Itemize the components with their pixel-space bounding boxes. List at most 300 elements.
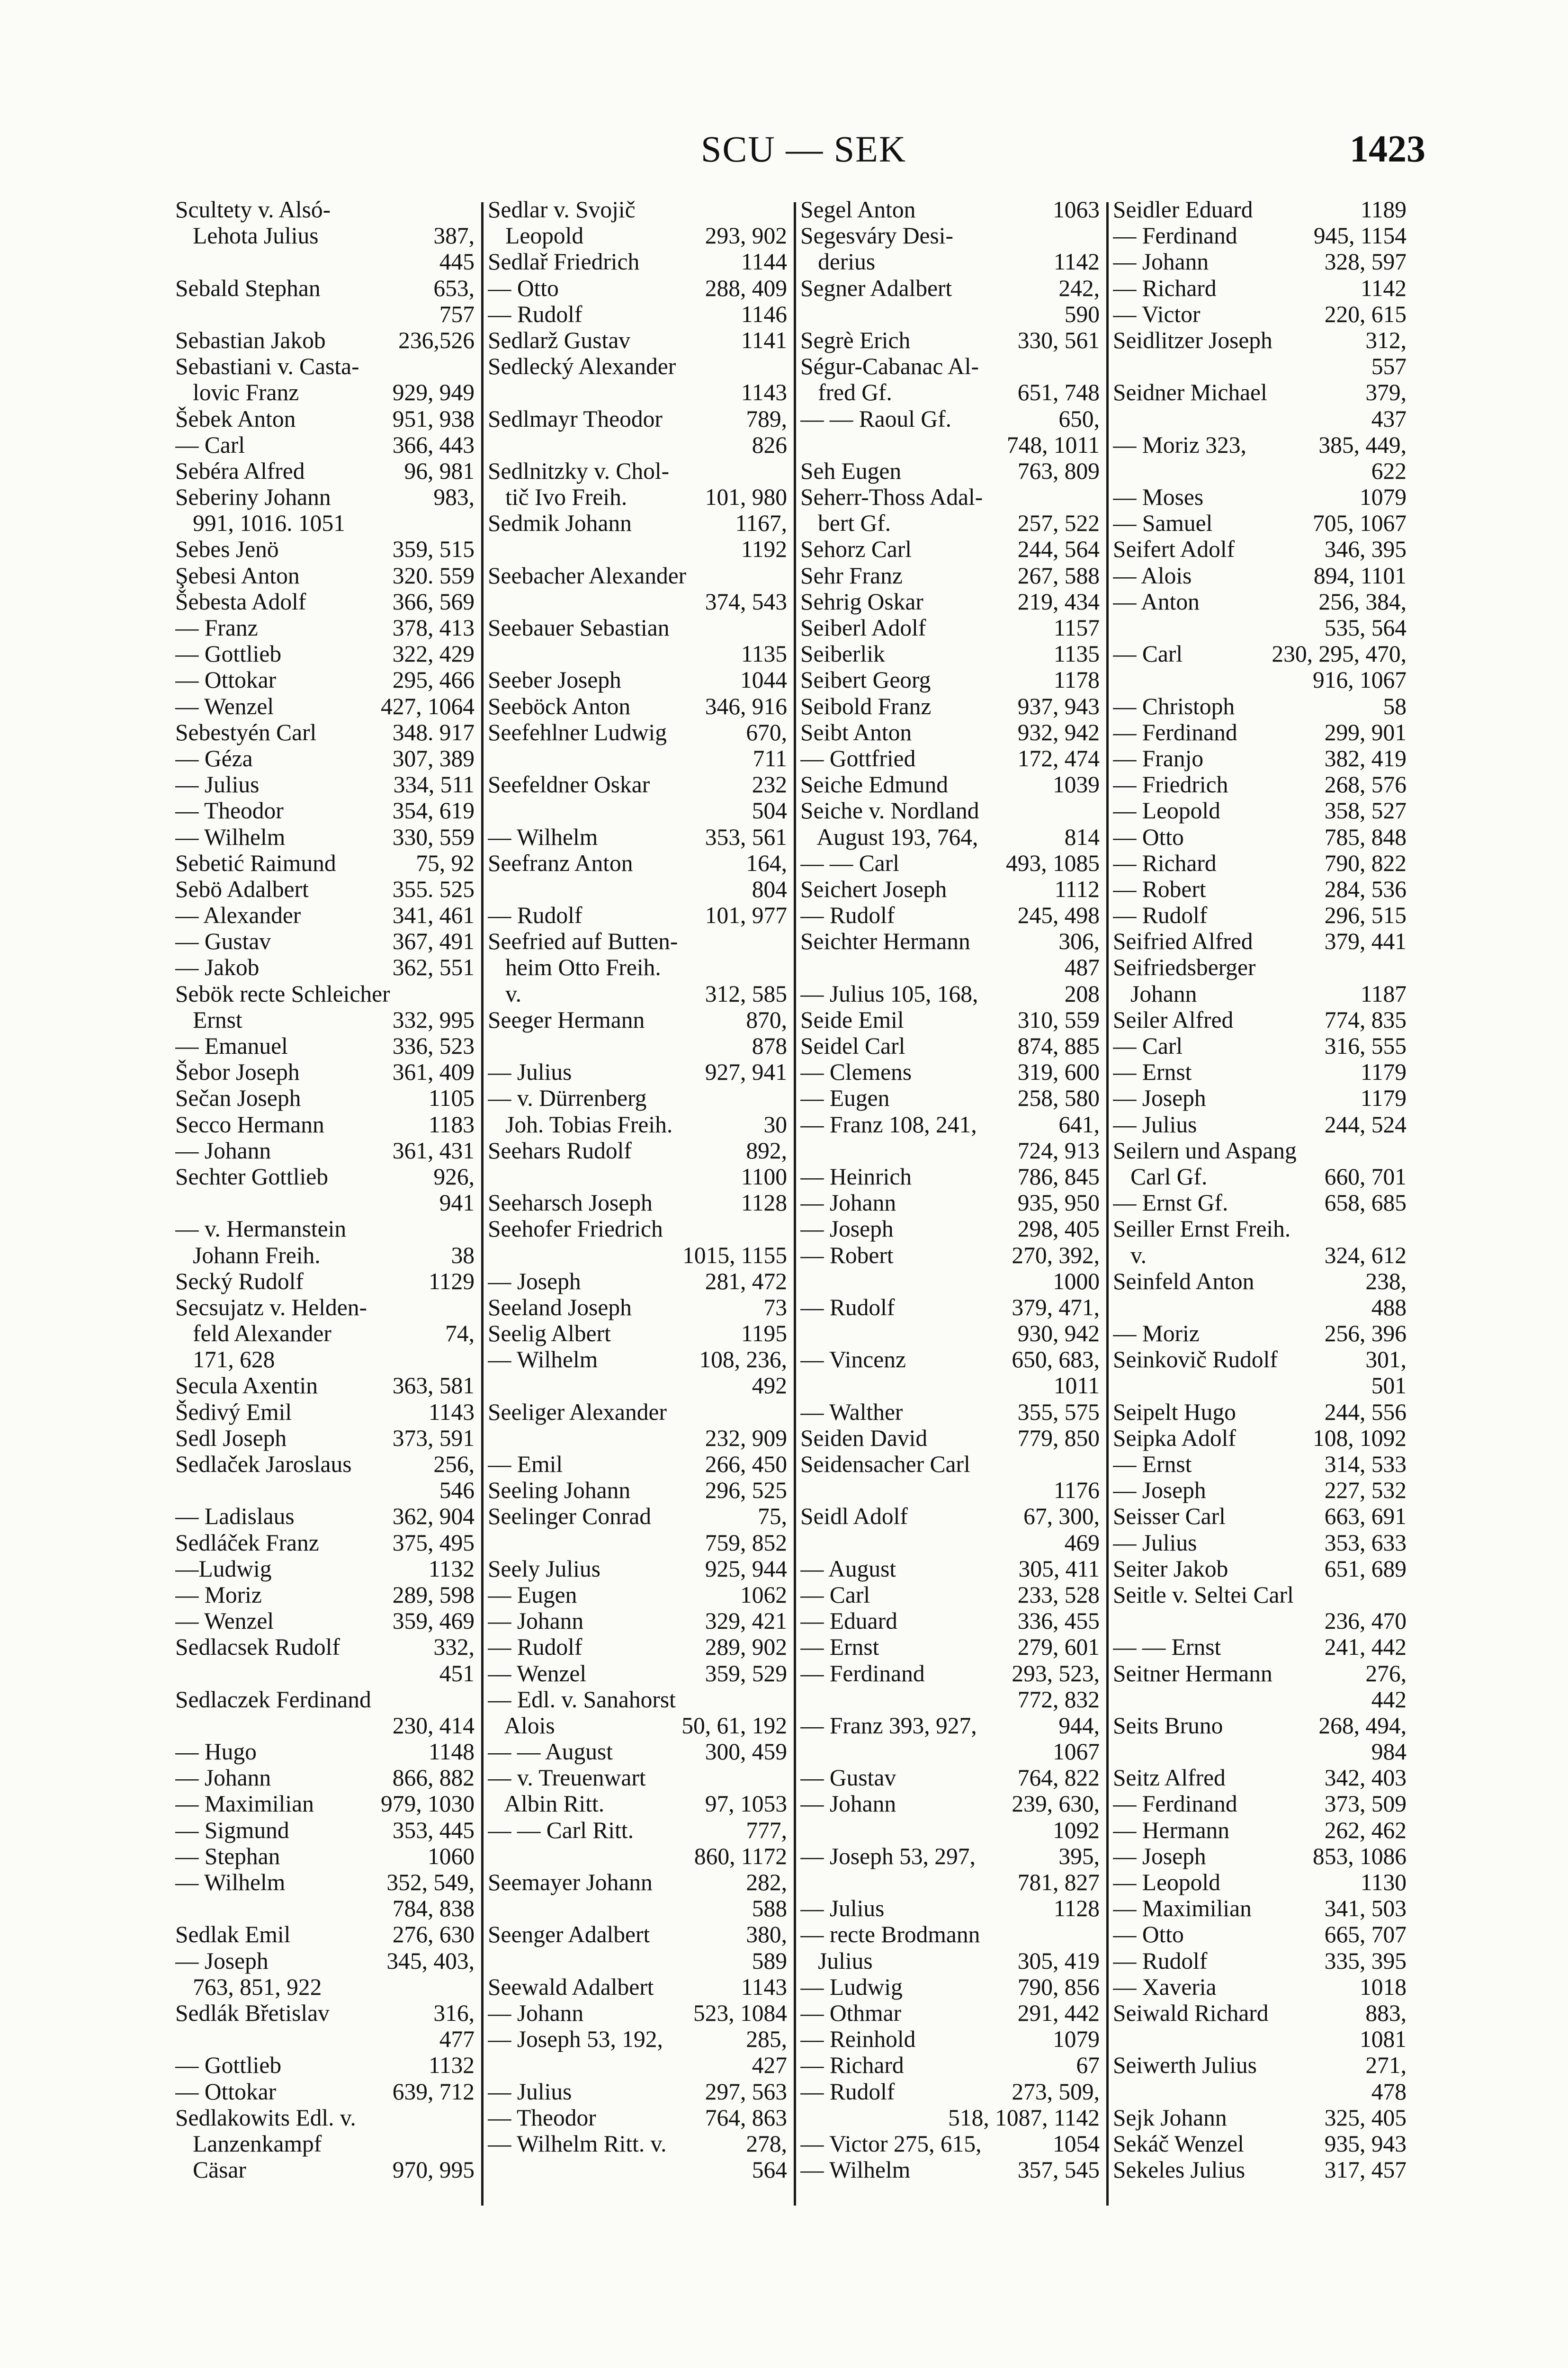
index-entry [488,954,787,980]
entry-pages: 639, 712 [392,2078,475,2105]
entry-name: Šebor Joseph [175,1059,300,1085]
index-entry [175,1320,475,1346]
entry-name: Seiberlik [800,641,885,667]
entry-pages: 295, 466 [392,667,475,693]
entry-pages: 75, 92 [416,850,475,876]
entry-name: 991, 1016. 1051 [175,510,345,537]
entry-pages: 557 [1371,353,1407,380]
index-entry [1113,223,1407,249]
entry-name: Sedl Joseph [175,1425,287,1451]
index-entry [1113,1556,1407,1582]
entry-pages: 883, [1365,2000,1407,2026]
index-entry [800,249,1100,275]
entry-name: — Johann [800,1791,896,1817]
index-entry [175,1974,475,2000]
entry-name: Seibert Georg [800,667,931,693]
entry-pages: 874, 885 [1017,1033,1100,1059]
index-entry [1113,458,1407,484]
entry-pages: 493, 1085 [1006,850,1100,876]
index-entry [1113,275,1407,301]
index-entry [1113,406,1407,432]
index-entry [175,589,475,615]
entry-name: — Ferdinand [1113,1791,1237,1817]
entry-name: Sehr Franz [800,562,903,589]
entry-name: Seeböck Anton [488,693,631,719]
entry-name: Seinkovič Rudolf [1113,1346,1278,1373]
entry-name: Scultety v. Alsó- [175,197,331,223]
index-entry [175,954,475,980]
entry-pages: 238, [1365,1268,1407,1294]
entry-name: Seitz Alfred [1113,1765,1226,1791]
entry-name: Seidler Eduard [1113,197,1253,223]
entry-name: — Julius [1113,1111,1197,1138]
entry-pages: 1135 [741,641,787,667]
entry-name: — Wilhelm Ritt. v. [488,2130,667,2157]
entry-pages: 488 [1371,1294,1407,1320]
entry-pages: 330, 559 [392,824,475,850]
entry-pages: 930, 942 [1017,1320,1100,1347]
entry-pages: 501 [1371,1372,1407,1399]
entry-name: — Ernst [800,1634,879,1660]
entry-pages: 979, 1030 [381,1791,475,1817]
entry-pages: 1192 [741,536,787,563]
entry-pages: 30 [763,1111,787,1138]
entry-pages: 1143 [428,1399,475,1425]
index-entry [800,458,1100,484]
entry-pages: 1141 [741,327,787,353]
index-columns [175,197,1407,2214]
entry-name: — — August [488,1739,613,1765]
index-entry [488,2000,787,2026]
entry-name: Secco Hermann [175,1111,324,1138]
entry-pages: 784, 838 [392,1895,475,1922]
running-title: SCU — SEK [701,128,907,170]
entry-name: — Ottokar [175,2078,277,2105]
index-entry [1113,1817,1407,1843]
entry-name: Sejk Johann [1113,2104,1227,2131]
index-entry [175,719,475,745]
entry-name: Secsujatz v. Helden- [175,1294,367,1320]
entry-name: Seifried Alfred [1113,928,1253,955]
entry-pages: 1144 [741,249,787,275]
entry-name: Seitner Hermann [1113,1660,1272,1686]
index-entry [800,1085,1100,1111]
entry-pages: 781, 827 [1017,1869,1100,1895]
index-entry [800,484,1100,510]
entry-pages: 1128 [1053,1895,1100,1922]
entry-pages: 316, 555 [1324,1033,1407,1059]
entry-name: — Moriz 323, [1113,431,1246,458]
entry-pages: 442 [1371,1686,1407,1713]
index-entry [1113,876,1407,902]
entry-pages: 1157 [1053,615,1100,641]
entry-name: Seelinger Conrad [488,1503,652,1530]
index-entry [800,1294,1100,1320]
index-entry [175,353,475,379]
entry-pages: 478 [1371,2078,1407,2105]
entry-pages: 97, 1053 [705,1791,787,1817]
entry-name: derius [800,249,876,275]
index-entry [488,1346,787,1372]
index-entry [800,510,1100,536]
entry-pages: 1039 [1053,771,1100,798]
index-entry [800,2052,1100,2078]
entry-pages: 357, 545 [1017,2157,1100,2183]
entry-name: — Theodor [175,798,284,824]
entry-pages: 984 [1371,1739,1407,1765]
index-entry [488,1582,787,1608]
entry-pages: 208 [1064,980,1100,1007]
entry-name: Seiter Jakob [1113,1555,1228,1582]
index-entry [800,432,1100,458]
index-entry [175,2079,475,2105]
index-entry [800,981,1100,1007]
index-entry [1113,327,1407,353]
entry-name: Seefehlner Ludwig [488,719,667,745]
entry-name: — Emil [488,1451,563,1477]
index-entry [488,981,787,1007]
index-entry [488,1713,787,1739]
index-entry [1113,1869,1407,1895]
index-entry [800,1791,1100,1817]
index-entry [1113,667,1407,693]
index-entry [800,745,1100,771]
entry-pages: 296, 515 [1324,902,1407,929]
index-entry [175,1372,475,1399]
index-entry [488,615,787,641]
index-entry [800,1112,1100,1138]
entry-name: — Ferdinand [1113,223,1237,249]
index-entry [175,1921,475,1947]
entry-pages: 546 [439,1477,475,1504]
index-entry [488,1216,787,1242]
index-entry [175,641,475,667]
entry-pages: 373, 591 [392,1425,475,1451]
entry-pages: 622 [1371,457,1407,484]
entry-name: — Anton [1113,588,1200,615]
entry-pages: 366, 569 [392,588,475,615]
index-entry [1113,1948,1407,1974]
index-entry [1113,1895,1407,1921]
entry-name: — Julius [488,2078,572,2105]
entry-pages: 477 [439,2026,475,2053]
index-column-2 [488,197,787,2214]
entry-pages: 289, 902 [705,1634,787,1660]
index-entry [1113,1713,1407,1739]
entry-name: Seidl Adolf [800,1503,908,1530]
entry-name: Sebéra Alfred [175,457,305,484]
entry-name: Seibt Anton [800,719,912,745]
entry-pages: 256, 396 [1324,1320,1407,1347]
index-entry [175,1242,475,1268]
entry-name: v. [488,980,522,1007]
index-entry [175,1190,475,1216]
entry-name: — Robert [800,1242,894,1268]
index-entry [175,327,475,353]
index-entry [800,1686,1100,1713]
entry-name: Joh. Tobias Freih. [488,1111,673,1138]
index-entry [488,693,787,719]
entry-name: Sebestyén Carl [175,719,317,745]
entry-name: Seeling Johann [488,1477,631,1504]
entry-pages: 278, [746,2130,787,2157]
entry-pages: 273, 509, [1012,2078,1100,2105]
index-entry [175,1112,475,1138]
entry-pages: 518, 1087, 1142 [948,2104,1100,2131]
entry-pages: 1189 [1360,197,1407,223]
entry-pages: 324, 612 [1324,1242,1407,1268]
index-entry [175,1138,475,1164]
index-entry [488,1242,787,1268]
index-entry [1113,2157,1407,2183]
entry-pages: 332, [433,1634,475,1660]
index-entry [175,693,475,719]
entry-name: — Jakob [175,954,260,981]
entry-name: — Moriz [175,1581,262,1608]
entry-pages: 929, 949 [392,379,475,406]
index-entry [175,798,475,824]
index-entry [488,1948,787,1974]
entry-name: — — Carl [800,850,899,876]
entry-pages: 1100 [741,1163,787,1190]
entry-pages: 363, 581 [392,1372,475,1399]
entry-name: Seehars Rudolf [488,1137,632,1164]
index-entry [488,432,787,458]
entry-name: Seiden David [800,1425,928,1451]
entry-pages: 379, 441 [1324,928,1407,955]
index-entry [488,1843,787,1869]
entry-pages: 589 [752,1947,787,1974]
index-entry [488,1451,787,1477]
entry-name: — Ladislaus [175,1503,295,1530]
entry-pages: 894, 1101 [1313,562,1407,589]
entry-name: — Heinrich [800,1163,912,1190]
entry-pages: 777, [746,1817,787,1843]
entry-pages: 341, 503 [1324,1895,1407,1922]
entry-pages: 359, 515 [392,536,475,563]
entry-pages: 724, 913 [1017,1137,1100,1164]
index-entry [1113,1346,1407,1372]
entry-name: — Julius [1113,1529,1197,1556]
index-entry [1113,1007,1407,1033]
entry-name: Seiller Ernst Freih. [1113,1216,1291,1242]
index-entry [800,902,1100,928]
entry-name: — Sigmund [175,1817,289,1843]
entry-name: Alois [488,1712,555,1739]
entry-pages: 266, 450 [705,1451,787,1477]
entry-name: Sekáč Wenzel [1113,2130,1244,2157]
entry-pages: 328, 597 [1324,249,1407,275]
index-entry [175,2157,475,2183]
index-entry [1113,1425,1407,1451]
index-entry [1113,693,1407,719]
index-entry [800,197,1100,223]
entry-pages: 316, [433,2000,475,2026]
entry-pages: 67, 300, [1023,1503,1100,1530]
entry-pages: 892, [746,1137,787,1164]
index-entry [800,615,1100,641]
entry-name: — Maximilian [175,1791,314,1817]
entry-name: — Otto [488,275,559,301]
entry-name: —Ludwig [175,1555,272,1582]
index-entry [1113,1660,1407,1686]
entry-pages: 1011 [1053,1372,1100,1399]
entry-name: — Johann [488,1608,584,1634]
entry-pages: 866, 882 [392,1765,475,1791]
index-entry [488,1869,787,1895]
entry-pages: 935, 943 [1324,2130,1407,2157]
index-entry [800,2105,1100,2131]
index-entry [800,693,1100,719]
index-entry [175,928,475,954]
entry-name: Seiwerth Julius [1113,2052,1257,2079]
index-entry [488,1372,787,1399]
index-entry [488,1556,787,1582]
entry-name: — Joseph 53, 192, [488,2026,663,2053]
entry-name: — Wilhelm [175,824,286,850]
entry-pages: 878 [752,1033,787,1059]
index-entry [488,353,787,379]
entry-pages: 312, [1365,327,1407,353]
entry-name: — Vincenz [800,1346,906,1373]
index-entry [175,1895,475,1921]
entry-name: — Joseph [488,1268,581,1294]
entry-pages: 244, 556 [1324,1399,1407,1425]
index-entry [1113,981,1407,1007]
entry-pages: 298, 405 [1017,1216,1100,1242]
index-entry [800,876,1100,902]
index-entry [1113,589,1407,615]
index-entry [175,275,475,301]
index-entry [488,771,787,798]
entry-pages: 1135 [1053,641,1100,667]
entry-pages: 279, 601 [1017,1634,1100,1660]
index-entry [800,1268,1100,1294]
entry-pages: 268, 494, [1318,1712,1407,1739]
entry-name: Sedlacsek Rudolf [175,1634,340,1660]
entry-name: Seinfeld Anton [1113,1268,1254,1294]
index-entry [1113,563,1407,589]
entry-name: Seisser Carl [1113,1503,1226,1530]
entry-pages: 932, 942 [1017,719,1100,745]
index-column-1 [175,197,475,2214]
index-entry [175,1399,475,1425]
index-entry [175,1477,475,1503]
index-entry [1113,301,1407,327]
entry-pages: 108, 236, [699,1346,787,1373]
entry-name: v. [1113,1242,1147,1268]
entry-name: — Ludwig [800,1973,903,2000]
index-entry [1113,1216,1407,1242]
entry-name: — Géza [175,745,253,771]
index-entry [1113,510,1407,536]
entry-pages: 1167, [735,510,787,537]
entry-name: lovic Franz [175,379,299,406]
entry-pages: 242, [1058,275,1100,301]
index-entry [800,2131,1100,2157]
entry-name: Sebastiani v. Casta- [175,353,359,380]
index-entry [1113,1190,1407,1216]
index-entry [1113,536,1407,562]
index-entry [800,1765,1100,1791]
index-entry [800,1713,1100,1739]
index-entry [800,798,1100,824]
entry-name: Şebesi Anton [175,562,300,589]
entry-name: — Johann [488,2000,584,2026]
entry-name: feld Alexander [175,1320,332,1347]
entry-pages: 230, 414 [392,1712,475,1739]
entry-name: Seipka Adolf [1113,1425,1236,1451]
index-entry [488,275,787,301]
entry-pages: 227, 532 [1324,1477,1407,1504]
index-entry [488,2105,787,2131]
index-entry [800,1138,1100,1164]
entry-pages: 262, 462 [1324,1817,1407,1843]
entry-name: — Leopold [1113,798,1220,824]
index-entry [1113,1765,1407,1791]
index-entry [488,249,787,275]
index-entry [800,1556,1100,1582]
index-entry [488,798,787,824]
index-entry [1113,2000,1407,2026]
entry-pages: 322, 429 [392,641,475,667]
entry-name: — Walther [800,1399,903,1425]
index-entry [175,1660,475,1686]
index-entry [175,1503,475,1529]
entry-name: Sebö Adalbert [175,876,309,902]
entry-pages: 336, 455 [1017,1608,1100,1634]
entry-pages: 361, 409 [392,1059,475,1085]
entry-pages: 564 [752,2157,787,2183]
index-entry [800,1582,1100,1608]
entry-pages: 258, 580 [1017,1085,1100,1112]
entry-name: — Franz 108, 241, [800,1111,977,1138]
entry-name: — Carl [1113,641,1183,667]
entry-pages: 268, 576 [1324,771,1407,798]
entry-name: Seemayer Johann [488,1869,653,1895]
entry-name: Cäsar [175,2157,246,2183]
index-entry [800,1974,1100,2000]
entry-pages: 244, 524 [1324,1111,1407,1138]
index-entry [488,1007,787,1033]
index-entry [800,1817,1100,1843]
entry-pages: 164, [746,850,787,876]
entry-name: Seifert Adolf [1113,536,1235,563]
entry-name: Sedlnitzky v. Chol- [488,457,670,484]
entry-name: — Ernst Gf. [1113,1190,1228,1216]
index-entry [488,1974,787,2000]
index-entry [488,667,787,693]
entry-name: — Gottlieb [175,2052,282,2079]
entry-pages: 1092 [1053,1817,1100,1843]
index-entry [175,615,475,641]
entry-pages: 288, 409 [705,275,787,301]
index-entry [1113,1242,1407,1268]
entry-pages: 355. 525 [392,876,475,902]
index-entry [488,2157,787,2183]
entry-pages: 305, 411 [1018,1555,1100,1582]
index-entry [488,1921,787,1947]
entry-name: Leopold [488,223,584,249]
entry-pages: 329, 421 [705,1608,787,1634]
entry-name: Sebastian Jakob [175,327,326,353]
index-entry [175,301,475,327]
index-entry [488,379,787,405]
entry-name: Sedlecký Alexander [488,353,676,380]
entry-pages: 239, 630, [1012,1791,1100,1817]
entry-pages: 310, 559 [1017,1006,1100,1033]
entry-pages: 379, [1365,379,1407,406]
